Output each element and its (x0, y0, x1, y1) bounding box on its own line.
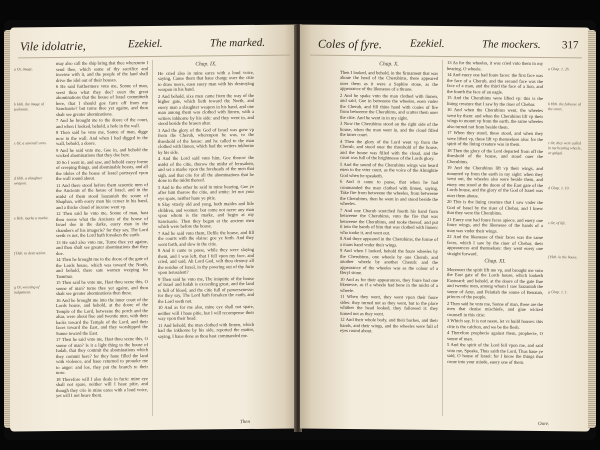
running-head (300, 32, 590, 57)
margin-note: f Heb. to destruction. (14, 250, 47, 256)
verse-paragraph: 5 And the sound of the Cherubims wings was heard euen to the vtter court, as the voice of the Almightie God when he speaketh. (340, 161, 438, 178)
verse-paragraph: 17 When they stood, these stood, and when they were lifted vp, these lift vp themselues also: for the spirit of the liuing creature was in them. (447, 130, 543, 147)
column-rule (152, 60, 153, 416)
verse-paragraph: 7 And one Cherub stretched foorth his hand from betweene the Cherubims, vnto the fire that was betweene the Cherubims, and tooke thereof, and put it into the hands of him that was clothed with linnen: who tooke it, and went out. (340, 207, 438, 235)
verse-paragraph: 16 And he brought me into the inner court of the Lords house, and behold, at the doore of the Temple of the Lord, betweene the porch and the altar, were about fiue and twentie men, with their backs toward the Temple of the Lord, and their faces toward the East, and they worshipped the Sunne toward the East. (56, 296, 148, 336)
verse-paragraph: 10 And as for their appearances, they foure had one likenesse, as if a wheele had bene in the midst of a wheele. (340, 276, 438, 293)
chapter-heading: Chap. X. (379, 61, 399, 68)
verse-paragraph: 16 And when the Cherubims went, the wheeles went by them: and when the Cherubims lift vp their wings to mount vp from the earth, the same wheeles also turned not from beside them. (447, 107, 543, 130)
verse-paragraph: 11 And there stood before them seuentie men of the Ancients of the house of Israel, and in the midst of them stood Iaazaniah the sonne of Shaphan, with euery man his censer in his hand, and a thicke cloud of incense went vp. (56, 181, 148, 210)
catchword: Oure. (538, 421, 550, 428)
verse-paragraph: 21 Euery one had foure faces apiece, and euery one foure wings, and the likenesse of the hands of a man was vnder their wings. (447, 216, 543, 234)
running-head-book: Ezekiel. (128, 37, 163, 51)
margin-note: c Or, a seuerall sorts. (14, 141, 47, 146)
verse-paragraph: 15 And the Cherubims were lifted vp: this is the liuing creature that I saw by the riuer of Chebar. (447, 95, 543, 107)
verse-paragraph: 9 Then said he vnto me, The iniquitie of the house of Israel and Iudah is exceeding great, and the land is full of blood, and the citie full of peruersenesse: for they say, The Lord hath forsaken the earth, and the Lord seeth not. (158, 275, 254, 304)
verse-paragraph: 9 And when I looked, behold the foure wheeles by the Cherubims, one wheele by one Cherub, and another wheele by another Cherub: and the appearance of the wheeles was as the colour of a Beryl stone. (340, 247, 438, 276)
verse-paragraph: 3 And the glory of the God of Israel was gone vp from the Cherub, whereupon he was, to the threshold of the house: and he called to the man clothed with linnen, which had the writers inkhorne by his side. (158, 126, 254, 155)
margin-note: e Heb. marke a marke. (14, 215, 49, 221)
verse-paragraph: 22 And the likenesse of their faces was the same faces, which I saw by the riuer of Chebar, their appearances and themselues: they went euery one straight forward. (447, 234, 543, 256)
verse-paragraph: 4 And the Lord said vnto him, Goe thorow the midst of the citie, thorow the midst of Ierusalem, and set a marke vpon the foreheads of the men that sigh, and that crie for all the abominations that be done in the midst thereof. (158, 154, 254, 183)
verse-paragraph: 12 Then said he vnto me, Sonne of man, hast thou seene what the Ancients of the house of Israel doe in the darke, euery man in the chambers of his imagerie? for they say, The Lord seeth vs not, the Lord hath forsaken the earth. (56, 210, 148, 239)
running-head-left: Vile idolatrie, (20, 38, 86, 54)
verse-paragraph: 18 Therefore will I also deale in furie: mine eye shall not spare, neither will I haue pitie, and though they crie in mine eares with a loud voice, yet will I not heare them. (56, 375, 148, 399)
page-number: 317 (562, 39, 579, 52)
verse-paragraph: 4 Therefore prophecie against them, prophecie, O sonne of man. (447, 330, 543, 341)
margin-note: d Chap. 1. 10. (548, 185, 570, 191)
running-head-left: Coles of fyre. (318, 36, 382, 52)
verse-paragraph: 8 Then said he vnto me, Sonne of man, digge now in the wall. And when I had digged in the wall, behold, a doore. (56, 129, 148, 147)
verse-paragraph: 10 So I went in, and saw, and behold euery forme of creeping things, and abominable beasts, and all the idoles of the house of Israel portrayed vpon the wall round about. (56, 158, 148, 182)
running-head-right: The marked. (210, 36, 265, 50)
verse-paragraph: 6 He said furthermore vnto me, Sonne of man, seest thou what they doe? euen the great abominations that the house of Israel committeth here, that I should goe farre off from my Sanctuarie? but turne thee yet againe, and thou shalt see greater abominations. (56, 83, 148, 117)
catchword: Then (240, 419, 250, 426)
verse-paragraph: 3 Now the Cherubims stood on the right side of the house, when the man went in, and the cloud filled the inner court. (340, 120, 438, 138)
verse-paragraph: 20 This is the liuing creature that I saw vnder the God of Israel by the riuer of Chebar, and I knew that they were the Cherubims. (447, 199, 543, 216)
text-column-2 (447, 60, 543, 417)
margin-note: a Or, image. (14, 67, 33, 72)
verse-paragraph: 2 And behold, sixe men came from the way of the higher gate, which lieth toward the North, and euery man a slaughter weapon in his hand, and one man among them was clothed with linnen, with a writers inkhorne by his side: and they went in, and stood beside the brasen altar. (158, 92, 254, 126)
margin-notes-inner (308, 65, 338, 415)
chapter-heading: Chap. IX. (195, 61, 217, 68)
margin-note: e Or, of life. (548, 220, 567, 225)
text-column-1 (56, 60, 148, 417)
running-head-right: The mockers. (482, 38, 541, 52)
verse-paragraph: He cried also in mine eares with a loud voice, saying, Cause them that haue charge ouer the citie to draw neere, euen euery man with his destroying weapon in his hand. (158, 69, 254, 92)
column-rule (442, 60, 443, 416)
text-column-2 (158, 59, 254, 416)
margin-note: b Heb. the image of jealousie. (14, 101, 44, 112)
running-head-book: Ezekiel. (410, 37, 445, 50)
margin-notes-inner (258, 65, 292, 415)
margin-notes-left (14, 67, 52, 417)
margin-note: b Heb. the fulnesse of the court. (548, 101, 581, 111)
verse-paragraph: 9 And he said vnto me, Goe in, and behold the wicked abominations that they doe here. (56, 146, 148, 159)
verse-paragraph: 5 And the spirit of the Lord fell vpon me, and said vnto me, Speake, Thus saith the Lord, Thus haue ye said, O house of Israel: for I know the things that come into your minde, euery one of them. (447, 342, 543, 365)
page-edges-right (588, 30, 596, 428)
verse-paragraph: 8 And there appeared in the Cherubims, the forme of a mans hand vnder their wings. (340, 235, 438, 248)
verse-paragraph: 10 And as for me also, mine eye shall not spare, neither will I haue pitie, but I will recompense their way vpon their head. (158, 303, 254, 321)
verse-paragraph: Moreouer the spirit lift me vp, and brought me vnto the East gate of the Lords house, which looketh Eastward: and behold, at the doore of the gate fiue and twentie men, among whom I saw Iaazaniah the sonne of Azur, and Pelatiah the sonne of Benaiah, princes of the people. (447, 266, 543, 300)
verse-paragraph: 13 He said also vnto me, Turne thee yet againe, and thou shalt see greater abominations that they doe. (56, 238, 148, 256)
chapter-heading: Chap. XI. (484, 258, 506, 265)
margin-note: c Or, they were called in my hearing wheele, or galgal. (548, 141, 582, 156)
margin-note: f Heb. in the house. (548, 255, 578, 260)
verse-paragraph: 17 Then he said vnto me, Hast thou seene this, O sonne of man? Is it a light thing to the house of Iudah, that they commit the abominations which they commit here? for they haue filled the land with violence, and haue returned to prouoke me to anger: and loe, they put the branch to their nose. (56, 336, 148, 376)
margin-note: a Chap. 1. 26. (548, 67, 570, 72)
verse-paragraph: 14 Then he brought me to the doore of the gate of the Lords house, which was toward the North, and behold, there sate women weeping for Tammuz. (56, 256, 148, 279)
verse-paragraph: 19 And the Cherubims lift vp their wings, and mounted vp from the earth in my sight: when they went out, the wheeles also were beside them, and euery one stood at the doore of the East gate of the Lords house, and the glory of the God of Israel was ouer them aboue. (447, 165, 543, 198)
verse-paragraph: 13 As for the wheeles, it was cried vnto them in my hearing, O wheele. (447, 60, 543, 71)
verse-paragraph: 3 Which say, It is not neere, let vs build houses: this citie is the caldron, and we be the flesh. (447, 318, 543, 330)
margin-notes-right (548, 67, 584, 417)
right-page (300, 24, 590, 431)
verse-paragraph: 8 And it came to passe, while they were slaying them, and I was left, that I fell vpon my face, and cried, and said, Ah Lord God, wilt thou destroy all the residue of Israel, in thy powring out of thy furie vpon Ierusalem? (158, 246, 254, 275)
verse-paragraph: 18 Then the glory of the Lord departed from off the threshold of the house, and stood ouer the Cherubims. (447, 147, 543, 164)
verse-paragraph: 6 And it came to passe, that when he had commanded the man clothed with linnen, saying, Take fire from betweene the wheeles, from betweene the Cherubims, then he went in and stood beside the wheeles. (340, 178, 438, 207)
verse-paragraph: 7 And he brought me to the doore of the court, and when I looked, behold, a hole in the wall. (56, 117, 148, 129)
margin-note: g Chap. 1. 1. (548, 290, 568, 295)
verse-paragraph: 6 Slay vtterly old and yong, both maides and litle children, and women: but come not neere any man vpon whom is the marke, and begin at my Sanctuarie. Then they began at the ancient men which were before the house. (158, 200, 254, 229)
running-head (10, 33, 296, 58)
verse-paragraph: 2 And he spake vnto the man clothed with linnen, and said, Goe in betweene the wheeles, euen vnder the Cherub, and fill thine hand with coales of fire from betweene the Cherubims, and scatter them ouer the citie. And he went in in my sight. (340, 92, 438, 121)
verse-paragraph: 14 And euery one had foure faces: the first face was the face of a Cherub, and the second face was the face of a man, and the third the face of a lion, and the fourth the face of an eagle. (447, 72, 543, 95)
verse-paragraph: 5 And to the other he said in mine hearing, Goe ye after him thorow the citie, and smite: let not your eye spare, neither haue ye pitie. (158, 183, 254, 201)
verse-paragraph: 12 And their whole body, and their backes, and their hands, and their wings, and the wheeles were full of eyes round about. (340, 316, 438, 334)
margin-note: d Heb. a slaughter weapon. (14, 176, 43, 186)
left-page (10, 25, 296, 432)
verse-paragraph: 7 And he said vnto them, Defile the house, and fill the courts with the slaine: goe ye forth. And they went forth, and slew in the citie. (158, 229, 254, 247)
verse-paragraph: 4 Then the glory of the Lord went vp from the Cherub, and stood ouer the threshold of the house, and the house was filled with the cloud, and the court was full of the brightnesse of the Lords glory. (340, 138, 438, 161)
text-column-1 (340, 59, 438, 416)
verse-paragraph: 11 And behold, the man clothed with linnen, which had the inkhorne by his side, reported the matter, saying, I haue done as thou hast commanded me. (158, 321, 254, 339)
margin-note: g Or, wresting of iudgement. (14, 285, 40, 295)
verse-paragraph: may also call the ship bring that thee whereunto I send thee, which some of thy sacrifice and incense with it, and the people of the land shall drive the idol out of their houses. (56, 60, 148, 83)
verse-paragraph: 11 When they went, they went vpon their foure sides: they turned not as they went, but to the place whither the head looked, they followed it: they turned not as they went. (340, 293, 438, 316)
verse-paragraph: 15 Then said he vnto me, Hast thou seene this, O sonne of man? turne thee yet againe, and thou shalt see greater abominations then these. (56, 279, 148, 297)
verse-paragraph: 2 Then said he vnto me, Sonne of man, these are the men that deuise mischiefe, and giue wicked counsell in this citie: (447, 300, 543, 317)
verse-paragraph: Then I looked, and behold, in the firmament that was aboue the head of the Cherubims, there appeared ouer them as it were a Saphire stone, as the appearance of the likenesse of a throne. (340, 69, 438, 92)
